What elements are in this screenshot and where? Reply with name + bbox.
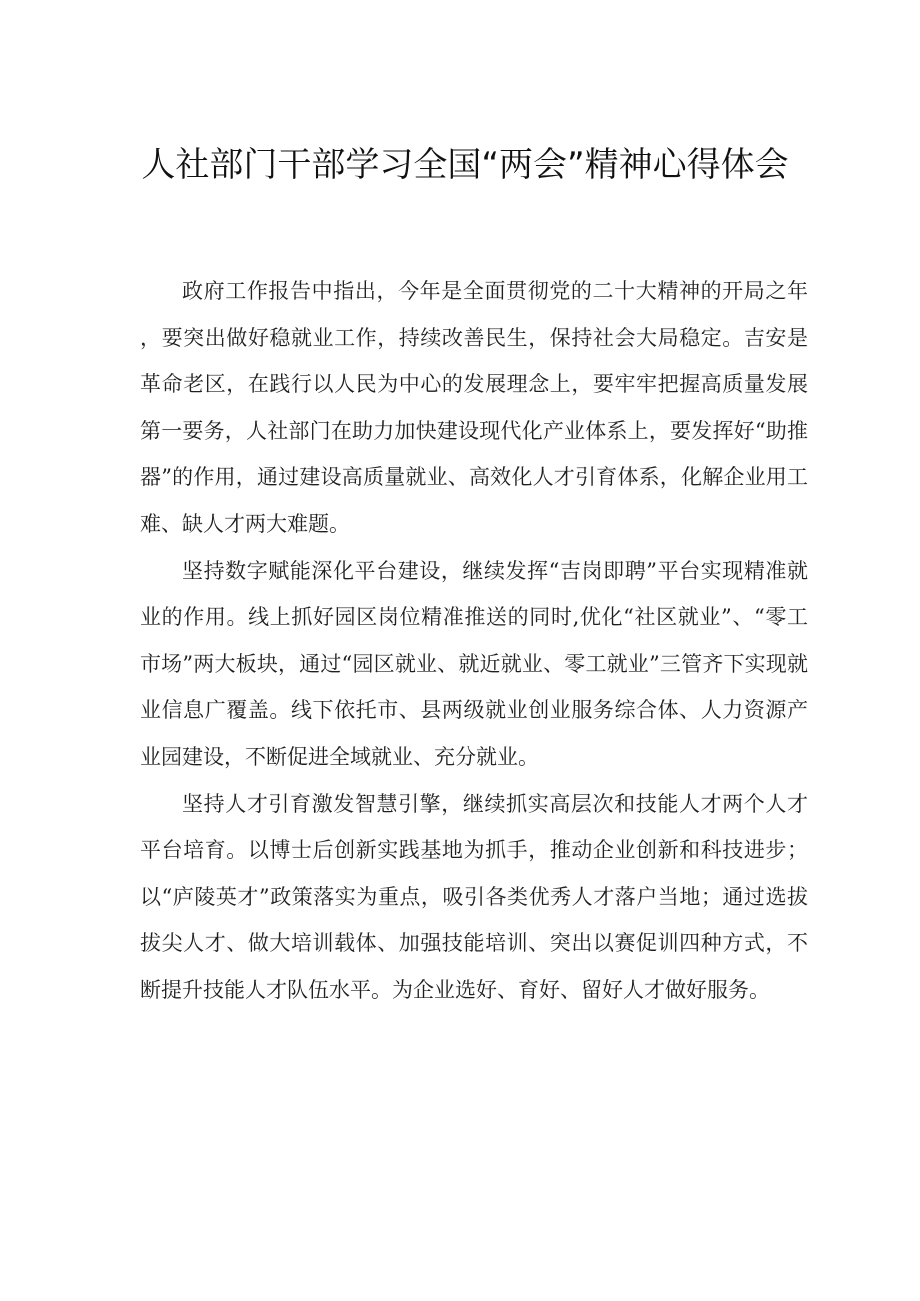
document-body — [140, 268, 808, 1014]
paragraph-2: 坚持数字赋能深化平台建设，继续发挥“吉岗即聘”平台实现精准就业的作用。线上抓好园区岗位精准推送的同时,优化“社区就业”、“零工市场”两大板块，通过“园区就业、就近就业、零工就业”三管齐下实现就业信息广覆盖。线下依托市、县两级就业创业服务综合体、人力资源产业园建设，不断促进全域就业、充分就业。 — [140, 558, 808, 769]
document-title: 人社部门干部学习全国“两会”精神心得体会 — [141, 145, 789, 185]
paragraph-3: 坚持人才引育激发智慧引擎，继续抓实高层次和技能人才两个人才平台培育。以博士后创新实践基地为抓手，推动企业创新和科技进步；以“庐陵英才”政策落实为重点，吸引各类优秀人才落户当地；通过选拔拔尖人才、做大培训载体、加强技能培训、突出以赛促训四种方式，不断提升技能人才队伍水平。为企业选好、育好、留好人才做好服务。 — [140, 791, 808, 1002]
paragraph-1: 政府工作报告中指出，今年是全面贯彻党的二十大精神的开局之年，要突出做好稳就业工作，持续改善民生，保持社会大局稳定。吉安是革命老区，在践行以人民为中心的发展理念上，要牢牢把握高质量发展第一要务，人社部门在助力加快建设现代化产业体系上，要发挥好“助推器”的作用，通过建设高质量就业、高效化人才引育体系，化解企业用工难、缺人才两大难题。 — [140, 279, 808, 536]
